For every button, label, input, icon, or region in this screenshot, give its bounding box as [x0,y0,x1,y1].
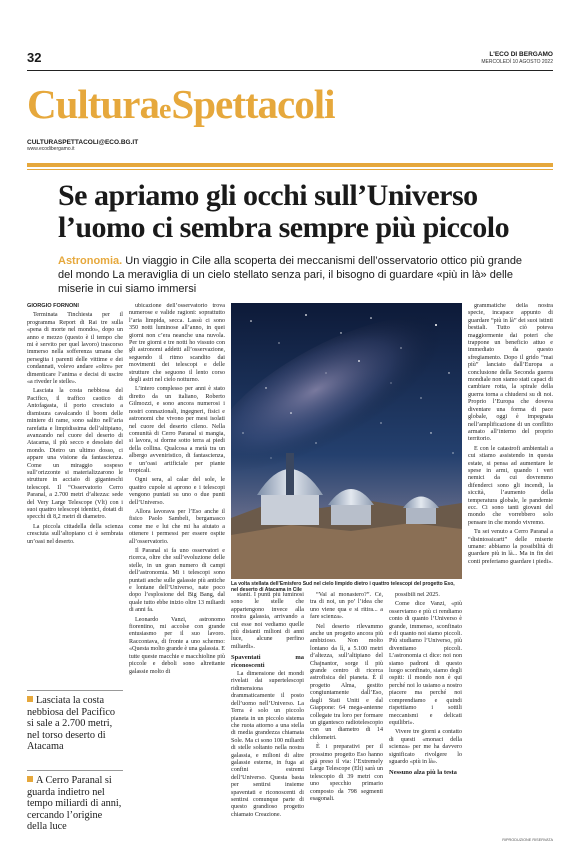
byline: GIORGIO FORNONI [27,303,79,309]
paper-name: L'ECO DI BERGAMO [489,51,553,58]
paragraph: Leonardo Vanzi, astronomo fiorentino, mi accolse con grande entusiasmo per il suo lavoro. Raccontava, di fronte a uno schermo: «Questa molto grande è una galassia. E tutte queste macchie e macchioline più piccole e deboli sono altrettante galassie molto di [129,616,225,675]
square-bullet-icon [27,696,33,702]
observatory-night-sky-illustration [231,303,462,579]
section-title-culture: Cultura [27,81,159,127]
article-column-5 [389,592,462,842]
paragraph: stanti. I punti più luminosi sono le stelle che appartengono invece alla nostra galassia, arrivando a cui esse noi vediamo quelle più distanti milioni di anni luce, alcune perfino miliardi». [231,592,304,650]
section-banner [27,80,553,130]
article-column-2 [129,303,225,844]
photo-caption: La volta stellata dell’Emisfero Sud nel cielo limpido dietro i quattro telescopi del progetto Eso, nel deserto di Atacama in Cile [231,581,455,593]
paragraph: Il Paranal si fa uno osservatori e ricerca, oltre che sull’evoluzione delle stelle, in un gran numero di campi dell’astronomia. Mi i telescopi sono puntati anche sulle galassie più antiche e lontane dell’Universo, nate poco dopo l’esplosione del Big Bang, dal quale tutto ebbe inizio oltre 13 miliardi di anni fa. [129,548,225,614]
paragraph: Vivere tre giorni a contatto di questi «monaci della scienza» per me ha davvero significato rivolgere lo sguardo «più in là». [389,729,462,765]
square-bullet-icon [27,776,33,782]
observatory-photo [231,303,462,579]
section-email[interactable]: CULTURASPETTACOLI@ECO.BG.IT [27,139,139,146]
paragraph: E con le catastrofi ambientali a cui stiamo assistendo in questa estate, si pensa ad aumentare le spese in armi, quando i veri nemici da cui dovremmo difenderci sono gli incendi, la siccità, l’aumento della temperatura globale, le pandemie ecc. Ci sono tanti giovani del mondo che vorrebbero solo pensare in che mondo vivremo. [468,445,553,526]
paragraph: La dimensione dei mondi rivelati dai supertelescopi ridimensiona drammaticamente il posto dell’uomo nell’Universo. La Terra è solo un piccolo pianeta in un piccolo sistema che ruota attorno a una stella di media grandezza chiamata Sole. Ma ci sono 100 miliardi di stelle soltanto nella nostra galassia, e milioni di altre galassie esterne, in fuga ai confini estremi dell’Universo. Questa basta per sentirsi insieme spaventati e riconoscenti di sentirsi comunque parte di questo grandioso progetto chiamato Creazione. [231,671,304,818]
article-column-3 [231,592,304,842]
paragraph: grammatiche della nostra specie, incapace appunto di guardare “più in là” dei suoi istinti bestiali. Tutto ciò poteva maggiormente dai poteri che trappone un beneficio attuo e immediato da questo sfregiamento. Dopo il grido “mai più” lanciato dall’Europa a conclusione della Seconda guerra mondiale non siamo stati capaci di cambiare rotta, la spirale della guerra torna a chiudersi su di noi. Proprio l’Europa che doveva diventare una forma di pace globale, oggi è impegnata nell’amplificazione di un conflitto armato all’interno del proprio territorio. [468,303,553,443]
section-title [27,80,553,134]
paragraph: Ogni sera, al calar del sole, le quattro cupole si aprono e i telescopi vengono puntati su uno o due punti dell’Universo. [129,477,225,506]
section-rule-thick [27,163,553,167]
paragraph: Lasciata la costa nebbiosa del Pacifico, il traffico caotico di Antofagasta, il porto cresciuto a dismisura cavalcando il boom delle miniere di rame, sono salito nell’aria rarefatta e limpidissima dell’altipiano, avanzando nel cuore del deserto di Atacama, il più secco e desolato del mondo. Dietro un ultimo dosso, ci appare una visione da fantascienza. Come un miraggio sospeso sull’orizzonte si materializzarono le strutture in acciaio di giganteschi telescopi. Il “Osservatorio Cerro Paranal, a 2.700 metri d’altezza: sede del Very Large Telescope (Vlt) con i suoi quattro telescopi identici, dotati di specchi di 8,2 metri di diametro. [27,388,123,521]
article-column-6 [468,303,553,842]
paragraph: La piccola cittadella della scienza cresciuta sull’altopiano ci è sembrata un’oasi nel deserto. [27,523,123,545]
subheading: Spaventati ma riconoscenti [231,654,304,669]
page-number: 32 [27,50,42,65]
paragraph: Allora lavorava per l’Eso anche il fisico Paolo Sambeli, bergamasco come me e lui che mi ha aiutato a ottenere i permessi per essere ospite all’osservatorio. [129,508,225,545]
paragraph: Terminata Tinchiesta per il programma Report di Rai tre sulla «pena di morte nel mondo», dopo un anno e mezzo (questo è il tempo che mi è servito per quel lavoro) trascorso immerso nella sofferenza umana che persegita i parenti delle vittime e dei condannati, volevo andare «oltre» per dimenticare l’anima e decisi di uscire «a riveder le stelle». [27,312,123,386]
section-title-conjunction: e [158,94,172,125]
kicker-text: Un viaggio in Cile alla scoperta dei meccanismi dell’osservatorio ottico più grande del mondo La meraviglia di un cielo stellato senza pari, il bisogno di guardare «più in là» delle miserie in cui siamo immersi [58,255,523,295]
paragraph: possibili nel 2025. [395,592,440,598]
article-kicker [58,254,538,296]
pullquote-2 [27,770,123,833]
copyright-credit: RIPRODUZIONE RISERVATA [502,838,553,842]
issue-date: MERCOLEDÌ 10 AGOSTO 2022 [481,59,553,65]
paragraph: L’intero complesso per anni è stato diretto da un italiano, Roberto Gilmozzi, e sono ancora numerosi i nostri connazionali, ingegneri, fisici e astronomi che vivono per mesi isolati nel cuore del deserto cileno. Nella comunità di Cerro Paranal si mangia, si lavora, si dorme sotto terra ai piedi della collina. Qualcosa a metà tra un albergo avveniristico, di fantascienza, e un’oasi artificiale per piante tropicali. [129,386,225,474]
section-title-shows: Spettacoli [171,81,335,127]
article-headline: Se apriamo gli occhi sull’Universo l’uomo ci sembra sempre più piccolo [58,179,510,244]
pullquote-text: A Cerro Paranal si guarda indietro nel tempo miliardi di anni, cercando l’origine della luce [27,775,122,832]
pullquote-1 [27,690,123,753]
paragraph: È i preparativi per il prossimo progetto Eso hanno già preso il via: l’Extremely Large Telescope (Elt) sarà un telescopio di 39 metri con uno specchio primario composto da 798 segmenti esagonali. [310,744,383,802]
subheading: Nessuno alza più la testa [389,769,457,777]
article-column-1 [27,303,123,673]
paragraph: “Val al monastero?”. Cè, tra di noi, un po’ l’idea che uno viene qua e si ritira... a fare scienza». [310,592,383,621]
paragraph: Come dice Vanzi, «più osserviamo e più ci rendiamo conto di quanto l’Universo è grande, immenso, sconfinato e di quanto noi siamo piccoli. Più studiamo l’Universo, più diventiamo piccoli. L’astronomia ci dice: noi non siamo padroni di questo luogo sconfinato, siamo degli ospiti: il mondo non è qui perché noi lo usiamo a nostro piacere ma perché noi comprendiamo e quindi rispettiamo i sottili meccanismi e delicati equilibri». [389,601,462,726]
header-rule [27,70,553,71]
kicker-label: Astronomia. [58,255,123,267]
section-website[interactable]: www.ecodibergamo.it [27,146,75,152]
pullquote-text: Lasciata la costa nebbiosa del Pacifico si sale a 2.700 metri, nel torso deserto di Atacama [27,695,116,752]
article-column-4 [310,592,383,842]
section-rule-thin [27,169,553,170]
paragraph: Tu sei venuto a Cerro Paranal a “disintossicarti” delle miserie umane: abbiamo la possibilità di guardare più in là... Ma in fin dei conti preferiamo guardare i piedi». [468,529,553,565]
paragraph: Nel deserto rilevammo anche un progetto ancora più ambizioso. Non molto lontano da lì, a 5.100 metri d’altezza, sull’altipiano del Chajnantor, sorge il più grande centro di ricerca astrofisica del pianeta. È il progetto Alma, gestito congiuntamente dall’Eso, dagli Stati Uniti e dal Giappone: 64 mega-antenne collegate tra loro per formare un gigantesco radiotelescopio con un diametro di 14 chilometri. [310,623,383,741]
page-header [27,50,553,70]
paragraph: ubicazione dell’osservatorio trova numerose e valide ragioni: soprattutto l’aria limpida, secca. Lassù ci sono 350 notti luminose all’anno, in quei giorni non c’era neanche una nuvola. Per tre giorni e tre notti ho vissuto con gli astronomi addetti all’osservazione, seguendo il ritmo scandito dai movimenti dei telescopi e delle strutture che seguono il lento corso degli astri nel cielo notturno. [129,303,225,384]
